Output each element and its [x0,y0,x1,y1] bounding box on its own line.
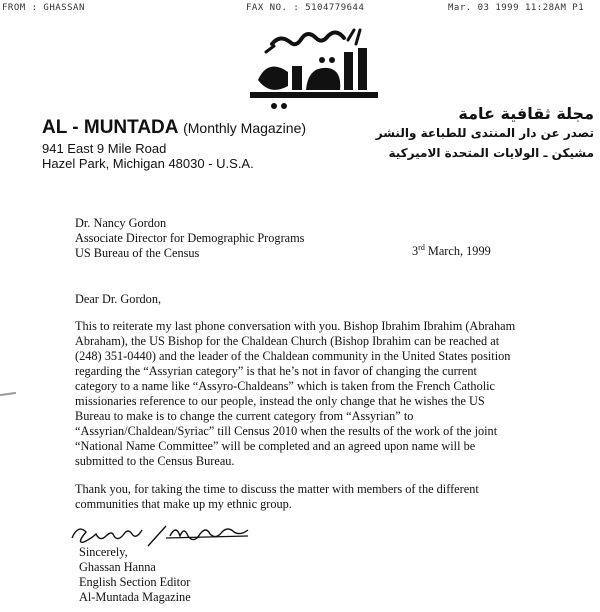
paragraph-line: Bureau to make is to change the current category from “Assyrian” to [75,409,414,423]
body-paragraph-1 [75,319,515,469]
paragraph-line: category to a name like “Assyro-Chaldeans” which is taken from the French Catholic [75,379,496,393]
closing-block [79,545,191,605]
body-paragraph-2 [75,482,479,512]
paragraph-line: Abraham), the US Bishop for the Chaldean Church (Bishop Ibrahim can be reached at [75,334,500,348]
recipient-title: Associate Director for Demographic Programs [75,231,305,245]
arabic-tagline: مجلة ثقافية عامة [458,104,594,123]
fax-datetime: Mar. 03 1999 11:28AM P1 [448,3,585,13]
al-muntada-logo [238,22,398,112]
paragraph-line: missionaries reference to our people, instead the only change that he wishes the US [75,394,485,408]
recipient-block [75,216,304,261]
signer-role: English Section Editor [79,575,191,589]
signoff: Sincerely, [79,545,128,559]
magazine-name: AL - MUNTADA [42,117,178,138]
paragraph-line: (248) 351-0440) and the leader of the Chaldean community in the United States position [75,349,511,363]
magazine-subtitle: (Monthly Magazine) [183,120,307,136]
letter-date: 3rd March, 1999 [412,243,491,259]
paragraph-line: regarding the “Assyrian category” is that he’s not in favor of changing the current [75,364,477,378]
paragraph-line: This to reiterate my last phone conversation with you. Bishop Ibrahim Ibrahim (Abraham [75,319,516,333]
arabic-location: مشيكن ـ الولايات المتحدة الاميركية [388,146,594,160]
address-line-2: Hazel Park, Michigan 48030 - U.S.A. [42,156,254,171]
paragraph-line: communities that make up my ethnic group. [75,497,292,511]
paragraph-line: submitted to the Census Bureau. [75,454,235,468]
fax-number: FAX NO. : 5104779644 [246,3,365,13]
paragraph-line: Thank you, for taking the time to discuss the matter with members of the different [75,482,479,496]
fax-sender: FROM : GHASSAN [2,3,85,13]
scan-margin-mark [0,392,16,396]
signer-org: Al-Muntada Magazine [79,590,191,604]
magazine-title [42,117,306,139]
arabic-publisher: تصدر عن دار المنتدى للطباعة والنشر [375,126,594,140]
paragraph-line: “Assyrian/Chaldean/Syriac” till Census 2010 when the results of the work of the joint [75,424,498,438]
address-line-1: 941 East 9 Mile Road [42,141,167,156]
signer-name: Ghassan Hanna [79,560,156,574]
recipient-name: Dr. Nancy Gordon [75,216,167,230]
recipient-org: US Bureau of the Census [75,246,200,260]
paragraph-line: “National Name Committee” will be completed and an agreed upon name will be [75,439,476,453]
salutation: Dear Dr. Gordon, [75,292,162,306]
